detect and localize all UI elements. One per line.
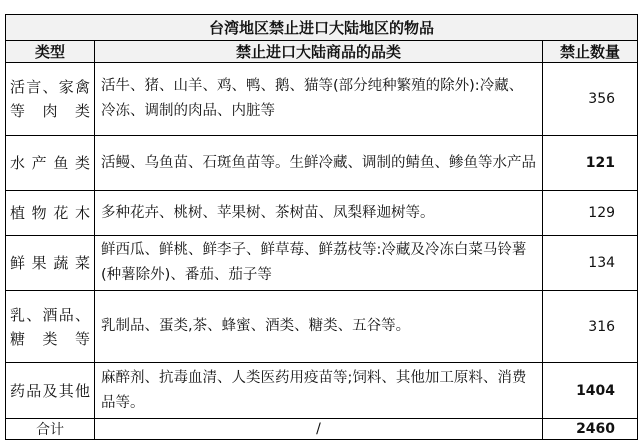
table-row <box>6 136 638 191</box>
items-cell: 乳制品、蛋类,茶、蜂蜜、酒类、糖类、五谷等。 <box>95 291 543 363</box>
count-cell: 1404 <box>543 363 638 419</box>
items-cell: 活鳗、乌鱼苗、石斑鱼苗等。生鲜冷藏、调制的鲭鱼、鲹鱼等水产品 <box>95 136 543 191</box>
header-count: 禁止数量 <box>543 41 638 63</box>
table-row <box>6 363 638 419</box>
total-items-cell: / <box>95 419 543 440</box>
category-cell: 水产鱼类 <box>6 136 95 191</box>
category-cell: 植物花木 <box>6 191 95 236</box>
header-row <box>6 41 638 63</box>
category-cell: 活言、家禽等肉类 <box>6 63 95 136</box>
count-cell: 316 <box>543 291 638 363</box>
total-row <box>6 419 638 440</box>
table-row <box>6 236 638 291</box>
category-cell: 药品及其他 <box>6 363 95 419</box>
count-cell: 356 <box>543 63 638 136</box>
total-count: 2460 <box>543 419 638 440</box>
table-row <box>6 63 638 136</box>
items-cell: 鲜西瓜、鲜桃、鲜李子、鲜草莓、鲜荔枝等:冷藏及冷冻白菜马铃薯(种薯除外)、番茄、茄子等 <box>95 236 543 291</box>
items-cell: 活牛、猪、山羊、鸡、鸭、鹅、猫等(部分纯种繁殖的除外):冷藏、冷冻、调制的肉品、内脏等 <box>95 63 543 136</box>
header-items: 禁止进口大陆商品的品类 <box>95 41 543 63</box>
header-category: 类型 <box>6 41 95 63</box>
items-cell: 多种花卉、桃树、苹果树、茶树苗、凤梨释迦树等。 <box>95 191 543 236</box>
count-cell: 129 <box>543 191 638 236</box>
table-row <box>6 191 638 236</box>
table-title: 台湾地区禁止进口大陆地区的物品 <box>6 15 638 41</box>
count-cell: 134 <box>543 236 638 291</box>
count-cell: 121 <box>543 136 638 191</box>
table-row <box>6 291 638 363</box>
total-label: 合计 <box>6 419 95 440</box>
items-cell: 麻醉剂、抗毒血清、人类医药用疫苗等;饲料、其他加工原料、消费品等。 <box>95 363 543 419</box>
banned-imports-table <box>5 14 638 440</box>
category-cell: 鲜果蔬菜 <box>6 236 95 291</box>
category-cell: 乳、酒品、糖类等 <box>6 291 95 363</box>
